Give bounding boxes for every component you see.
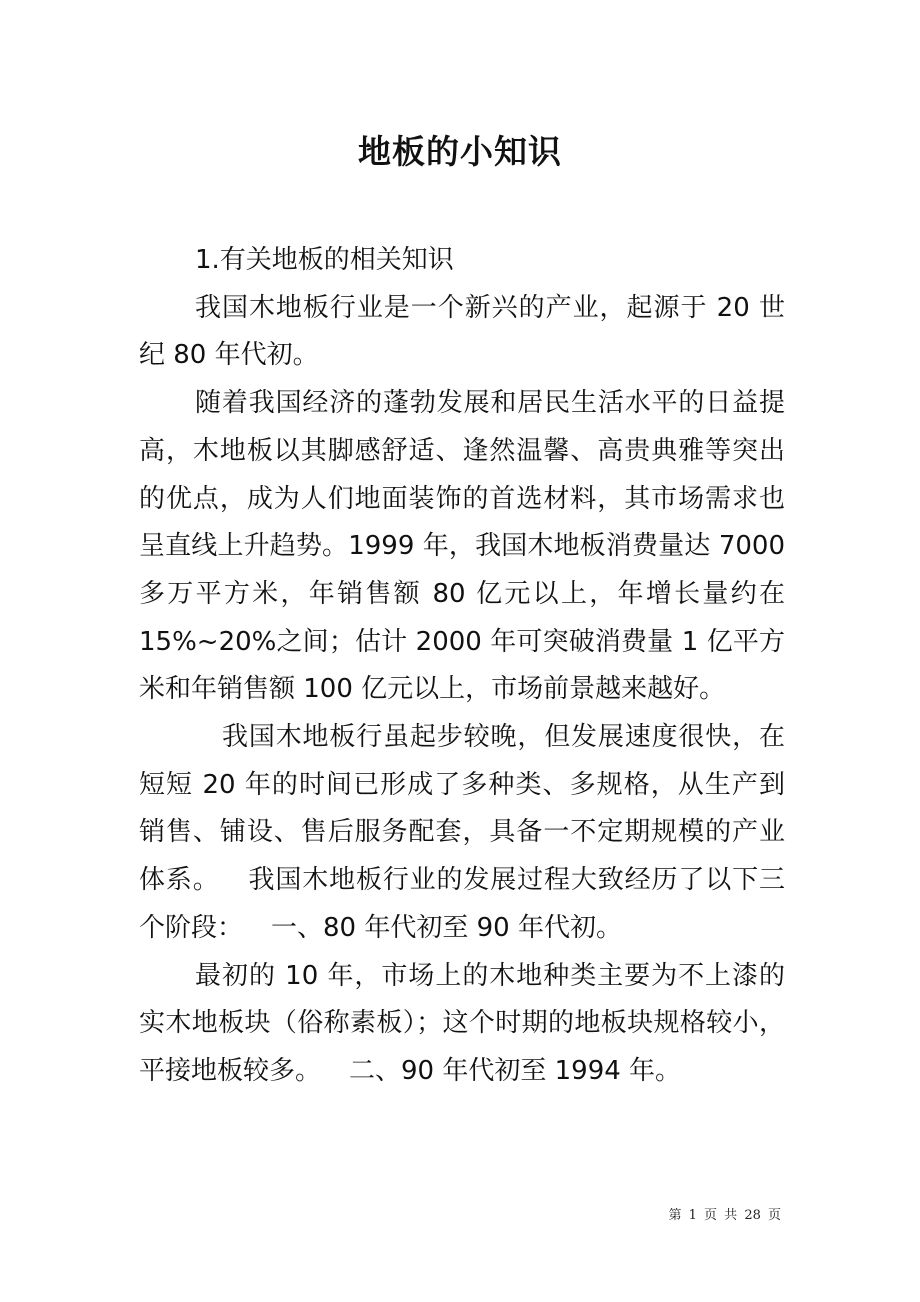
- document-title: 地板的小知识: [358, 132, 562, 171]
- paragraph-market-growth: 随着我国经济的蓬勃发展和居民生活水平的日益提高，木地板以其脚感舒适、逢然温馨、高贵典雅等突出的优点，成为人们地面装饰的首选材料，其市场需求也呈直线上升趋势。1999 年，我国木地板消费量达 7000 多万平方米，年销售额 80 亿元以上，年增长量约在 15%~20%之间；估计 2000 年可突破消费量 1 亿平方米和年销售额 100 亿元以上，市场前景越来越好。: [139, 388, 785, 705]
- section-heading: 1.有关地板的相关知识: [195, 245, 454, 275]
- document-body: [139, 237, 785, 1096]
- page-number-footer: 第 1 页 共 28 页: [668, 1208, 781, 1223]
- paragraph-industry-origin: 我国木地板行业是一个新兴的产业，起源于 20 世纪 80 年代初。: [139, 292, 785, 371]
- paragraph-development-stages: [139, 714, 785, 953]
- paragraph-development-text: 我国木地板行虽起步较晚，但发展速度很快，在短短 20 年的时间已形成了多种类、多规格，从生产到销售、铺设、售后服务配套，具备一不定期规模的产业体系。: [139, 722, 785, 896]
- paragraph-early-text: 最初的 10 年，市场上的木地种类主要为不上漆的实木地板块（俗称素板）；这个时期的地板块规格较小，平接地板较多。: [139, 960, 785, 1086]
- paragraph-early-decade: [139, 953, 785, 1096]
- paragraph-stage-one: 一、80 年代初至 90 年代初。: [271, 912, 622, 943]
- paragraph-stage-two: 二、90 年代初至 1994 年。: [349, 1055, 682, 1086]
- paragraph-stages-intro: 我国木地板行业的发展过程大致经历了以下三个阶段：: [139, 865, 785, 943]
